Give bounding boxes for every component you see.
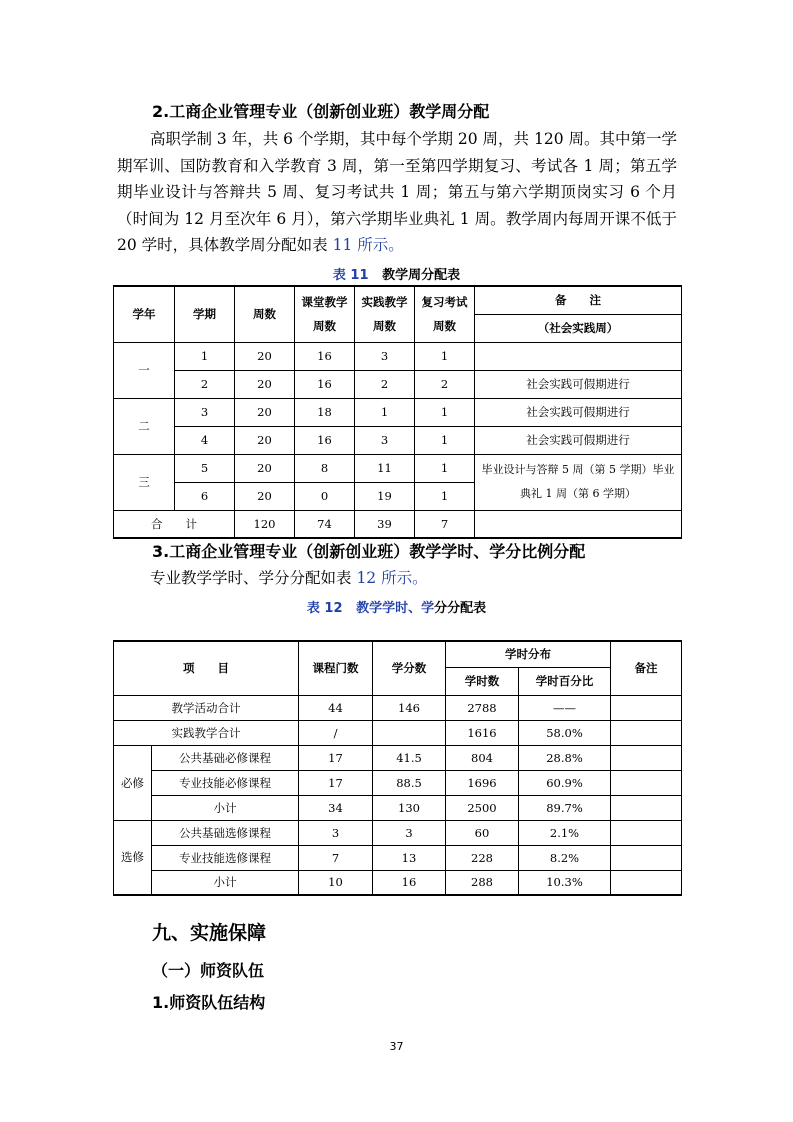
weeks-cell: 20 xyxy=(235,342,295,370)
total-class: 74 xyxy=(295,510,355,538)
weeks-cell: 20 xyxy=(235,398,295,426)
courses-cell: 17 xyxy=(299,770,373,795)
header-year: 学年 xyxy=(114,286,175,342)
total-label: 合 计 xyxy=(114,510,235,538)
section3-paragraph-text: 专业教学学时、学分分配如表 xyxy=(150,569,357,587)
table-total-row xyxy=(114,510,682,538)
class-cell: 8 xyxy=(295,454,355,482)
term-cell: 3 xyxy=(175,398,235,426)
courses-cell: 7 xyxy=(299,845,373,870)
table-row xyxy=(114,720,682,745)
header-remark: 备注 xyxy=(611,641,682,695)
weeks-cell: 20 xyxy=(235,482,295,510)
section-heading-9: 九、实施保障 xyxy=(152,922,267,944)
subsection-heading-faculty: （一）师资队伍 xyxy=(152,961,265,980)
year-cell: 一 xyxy=(114,342,175,398)
table11-caption-title: 教学周分配表 xyxy=(382,268,461,283)
group-label-elective: 选修 xyxy=(114,820,152,895)
item-cell: 小计 xyxy=(152,795,299,820)
table-row xyxy=(114,745,682,770)
class-cell: 16 xyxy=(295,370,355,398)
pct-cell: 60.9% xyxy=(519,770,611,795)
credits-cell xyxy=(373,720,446,745)
weeks-cell: 20 xyxy=(235,454,295,482)
header-term: 学期 xyxy=(175,286,235,342)
review-cell: 2 xyxy=(415,370,475,398)
credits-cell: 16 xyxy=(373,870,446,895)
credit-hours-table xyxy=(113,640,682,896)
practice-cell: 1 xyxy=(355,398,415,426)
term-cell: 6 xyxy=(175,482,235,510)
item-cell: 专业技能必修课程 xyxy=(152,770,299,795)
table-row xyxy=(114,870,682,895)
hours-cell: 1616 xyxy=(446,720,519,745)
credits-cell: 13 xyxy=(373,845,446,870)
pct-cell: —— xyxy=(519,695,611,720)
practice-cell: 19 xyxy=(355,482,415,510)
table12-caption-blue: 教学学时、学 xyxy=(356,601,435,616)
term-cell: 4 xyxy=(175,426,235,454)
review-cell: 1 xyxy=(415,454,475,482)
pct-cell: 8.2% xyxy=(519,845,611,870)
table11-caption xyxy=(0,264,793,283)
item-cell: 公共基础必修课程 xyxy=(152,745,299,770)
header-hours: 学时数 xyxy=(446,667,519,695)
remark-cell xyxy=(611,820,682,845)
teaching-weeks-table xyxy=(113,285,682,539)
courses-cell: 44 xyxy=(299,695,373,720)
item-cell: 公共基础选修课程 xyxy=(152,820,299,845)
remark-cell xyxy=(611,745,682,770)
courses-cell: 34 xyxy=(299,795,373,820)
total-remark xyxy=(475,510,682,538)
table-row xyxy=(114,770,682,795)
remark-cell: 社会实践可假期进行 xyxy=(475,370,682,398)
table12-caption-black: 分分配表 xyxy=(434,601,487,616)
courses-cell: 17 xyxy=(299,745,373,770)
table-row xyxy=(114,695,682,720)
remark-cell xyxy=(611,795,682,820)
courses-cell: 3 xyxy=(299,820,373,845)
courses-cell: / xyxy=(299,720,373,745)
table-row xyxy=(114,845,682,870)
table12-header-row xyxy=(114,641,682,667)
practice-cell: 3 xyxy=(355,342,415,370)
hours-cell: 288 xyxy=(446,870,519,895)
term-cell: 1 xyxy=(175,342,235,370)
year-cell: 二 xyxy=(114,398,175,454)
table-row xyxy=(114,342,682,370)
remark-cell: 毕业设计与答辩 5 周（第 5 学期）毕业典礼 1 周（第 6 学期） xyxy=(475,454,682,510)
remark-cell xyxy=(611,870,682,895)
pct-cell: 28.8% xyxy=(519,745,611,770)
header-hours-dist: 学时分布 xyxy=(446,641,611,667)
header-remark-sub: （社会实践周） xyxy=(475,314,682,342)
credits-cell: 41.5 xyxy=(373,745,446,770)
term-cell: 2 xyxy=(175,370,235,398)
remark-cell xyxy=(611,845,682,870)
weeks-cell: 20 xyxy=(235,370,295,398)
hours-cell: 2788 xyxy=(446,695,519,720)
section3-paragraph xyxy=(117,565,677,592)
section-heading-2: 2.工商企业管理专业（创新创业班）教学周分配 xyxy=(152,102,490,121)
table12-link[interactable]: 12 所示。 xyxy=(356,569,428,587)
class-cell: 0 xyxy=(295,482,355,510)
weeks-cell: 20 xyxy=(235,426,295,454)
table12-caption xyxy=(0,597,793,616)
remark-cell: 社会实践可假期进行 xyxy=(475,426,682,454)
header-class-weeks: 课堂教学周数 xyxy=(295,286,355,342)
credits-cell: 146 xyxy=(373,695,446,720)
remark-cell xyxy=(611,770,682,795)
credits-cell: 88.5 xyxy=(373,770,446,795)
pct-cell: 2.1% xyxy=(519,820,611,845)
review-cell: 1 xyxy=(415,398,475,426)
header-review-weeks: 复习考试周数 xyxy=(415,286,475,342)
item-cell: 教学活动合计 xyxy=(114,695,299,720)
practice-cell: 3 xyxy=(355,426,415,454)
subsection-heading-faculty-structure: 1.师资队伍结构 xyxy=(152,993,266,1012)
table-row xyxy=(114,370,682,398)
pct-cell: 58.0% xyxy=(519,720,611,745)
total-practice: 39 xyxy=(355,510,415,538)
class-cell: 18 xyxy=(295,398,355,426)
remark-cell: 社会实践可假期进行 xyxy=(475,398,682,426)
table-row xyxy=(114,426,682,454)
header-weeks: 周数 xyxy=(235,286,295,342)
item-cell: 小计 xyxy=(152,870,299,895)
section-heading-3: 3.工商企业管理专业（创新创业班）教学学时、学分比例分配 xyxy=(152,542,586,561)
class-cell: 16 xyxy=(295,342,355,370)
group-label-required: 必修 xyxy=(114,745,152,820)
practice-cell: 11 xyxy=(355,454,415,482)
credits-cell: 130 xyxy=(373,795,446,820)
hours-cell: 804 xyxy=(446,745,519,770)
page-number: 37 xyxy=(389,1040,404,1053)
remark-cell xyxy=(611,695,682,720)
table11-link[interactable]: 11 所示。 xyxy=(332,236,404,254)
section2-paragraph xyxy=(117,126,677,259)
header-credits: 学分数 xyxy=(373,641,446,695)
hours-cell: 228 xyxy=(446,845,519,870)
header-remark: 备 注 xyxy=(475,286,682,314)
review-cell: 1 xyxy=(415,426,475,454)
table11-header-row xyxy=(114,286,682,314)
review-cell: 1 xyxy=(415,342,475,370)
year-cell: 三 xyxy=(114,454,175,510)
hours-cell: 60 xyxy=(446,820,519,845)
pct-cell: 10.3% xyxy=(519,870,611,895)
review-cell: 1 xyxy=(415,482,475,510)
header-item: 项 目 xyxy=(114,641,299,695)
table-row xyxy=(114,454,682,482)
class-cell: 16 xyxy=(295,426,355,454)
remark-cell xyxy=(475,342,682,370)
total-review: 7 xyxy=(415,510,475,538)
practice-cell: 2 xyxy=(355,370,415,398)
credits-cell: 3 xyxy=(373,820,446,845)
item-cell: 专业技能选修课程 xyxy=(152,845,299,870)
table-row xyxy=(114,398,682,426)
hours-cell: 1696 xyxy=(446,770,519,795)
header-practice-weeks: 实践教学周数 xyxy=(355,286,415,342)
table11-caption-num: 表 11 xyxy=(332,268,369,283)
item-cell: 实践教学合计 xyxy=(114,720,299,745)
hours-cell: 2500 xyxy=(446,795,519,820)
header-courses: 课程门数 xyxy=(299,641,373,695)
table-row xyxy=(114,795,682,820)
section2-paragraph-text: 高职学制 3 年，共 6 个学期，其中每个学期 20 周，共 120 周。其中第一学期军训、国防教育和入学教育 3 周，第一至第四学期复习、考试各 1 周；第五学期毕业设计与答辩共 5 周、复习考试共 1 周；第五与第六学期顶岗实习 6 个月（时间为 12 月至次年 6 月），第六学期毕业典礼 1 周。教学周内每周开课不低于 20 学时，具体教学周分配如表 xyxy=(117,130,677,254)
table12-caption-num: 表 12 xyxy=(306,601,343,616)
pct-cell: 89.7% xyxy=(519,795,611,820)
header-hours-pct: 学时百分比 xyxy=(519,667,611,695)
table-row xyxy=(114,820,682,845)
total-weeks: 120 xyxy=(235,510,295,538)
term-cell: 5 xyxy=(175,454,235,482)
courses-cell: 10 xyxy=(299,870,373,895)
remark-cell xyxy=(611,720,682,745)
